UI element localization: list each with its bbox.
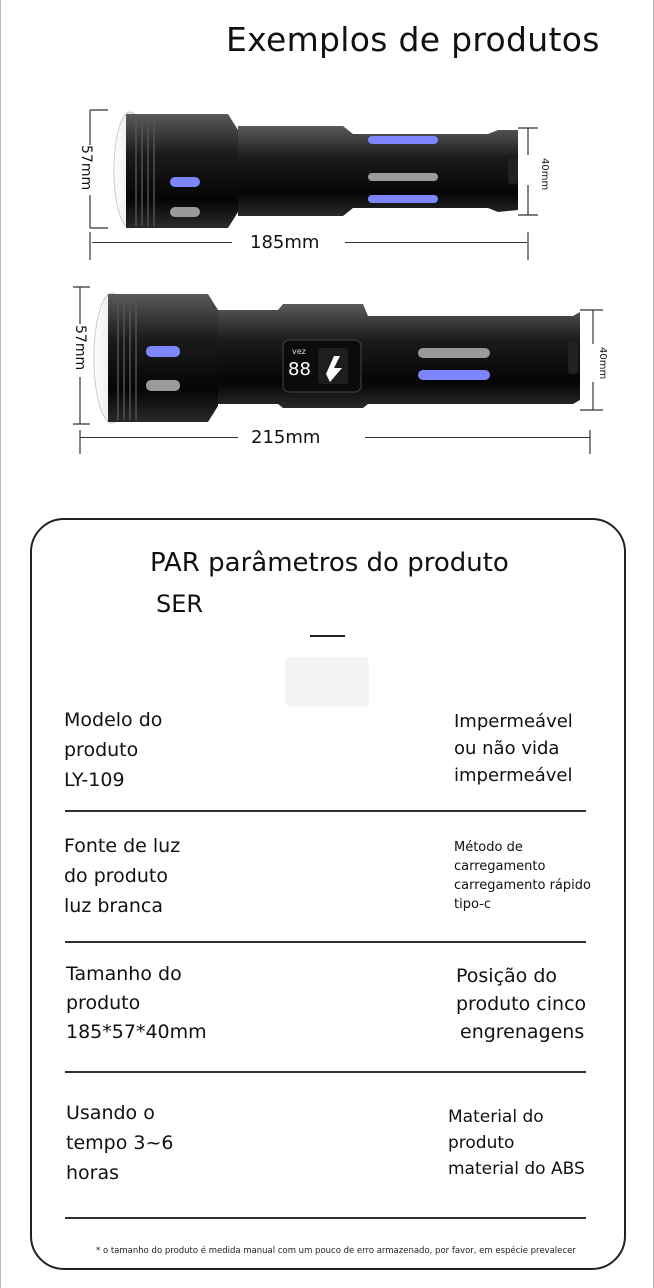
small-length-line-right: [345, 242, 527, 243]
title-divider: [310, 635, 345, 637]
param-waterproof: Impermeável ou não vida impermeável: [454, 711, 573, 786]
placeholder-box: [285, 657, 369, 707]
large-length-line-left: [80, 437, 238, 438]
flashlight-large-image: [68, 282, 606, 457]
param-size: Tamanho do produto 185*57*40mm: [66, 963, 207, 1043]
large-length-label: 215mm: [245, 427, 326, 448]
param-model: Modelo do produto LY-109: [64, 709, 163, 791]
row-divider: [65, 941, 586, 943]
large-height-label: 57mm: [72, 325, 88, 371]
footnote: * o tamanho do produto é medida manual com um pouco de erro armazenado, por favor, em espécie prevalecer: [96, 1246, 576, 1256]
param-material: Material do produto material do ABS: [448, 1107, 585, 1179]
display-label: vez: [292, 347, 306, 356]
large-length-line-right: [365, 437, 590, 438]
small-width-label: 40mm: [539, 158, 550, 191]
parameters-subtitle: SER: [156, 590, 204, 618]
small-height-label: 57mm: [78, 145, 94, 191]
small-length-line-left: [92, 242, 232, 243]
param-gears: Posição do produto cinco engrenagens: [456, 965, 587, 1043]
page-title: Exemplos de produtos: [226, 20, 600, 59]
param-charging: Método de carregamento carregamento rápido tipo-c: [454, 840, 591, 912]
large-width-label: 40mm: [597, 347, 608, 380]
param-light-source: Fonte de luz do produto luz branca: [64, 835, 181, 917]
display-value: 88: [288, 359, 311, 380]
parameters-title: PAR parâmetros do produto: [150, 548, 509, 578]
page-border-left: [0, 0, 1, 1288]
row-divider: [65, 810, 586, 812]
row-divider: [65, 1071, 586, 1073]
small-length-label: 185mm: [244, 232, 325, 253]
row-divider: [65, 1217, 586, 1219]
param-usage-time: Usando o tempo 3~6 horas: [66, 1102, 174, 1184]
